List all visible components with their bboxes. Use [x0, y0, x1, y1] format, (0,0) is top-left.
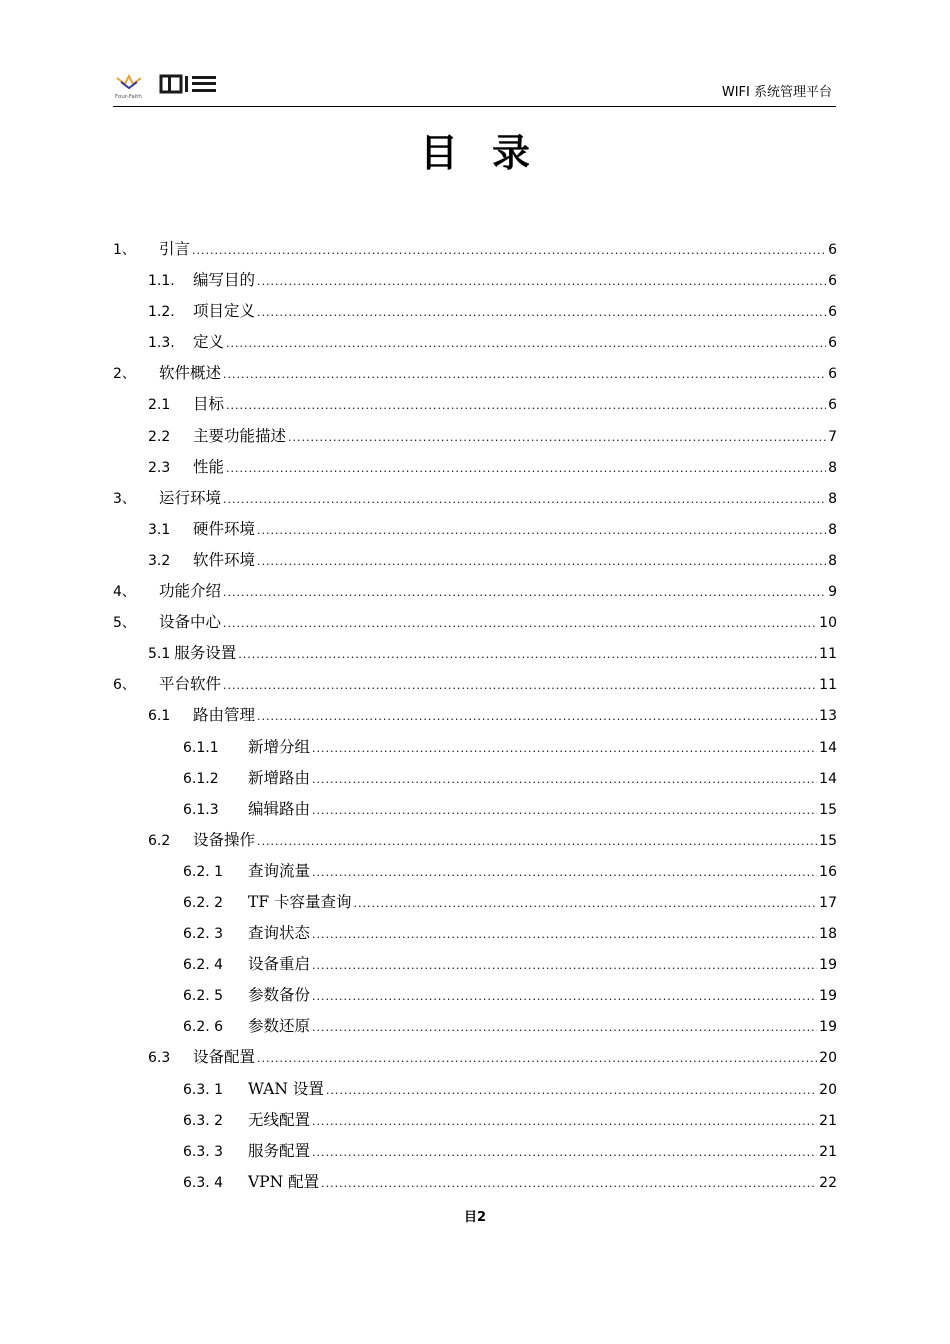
toc-entry[interactable]: [113, 1011, 837, 1042]
toc-entry-page: 18: [819, 926, 837, 943]
toc-entry-number: 2.1: [148, 397, 171, 414]
toc-entry-number: 4、: [113, 584, 136, 601]
toc-entry-title: 平台软件: [159, 675, 222, 694]
toc-leader-dots: [223, 577, 826, 608]
toc-entry-number: 6.3. 1: [183, 1081, 224, 1098]
toc-entry[interactable]: [113, 825, 837, 856]
toc-entry[interactable]: [113, 700, 837, 731]
toc-entry-page: 20: [819, 1050, 837, 1067]
toc-entry[interactable]: [113, 887, 837, 918]
toc-entry-page: 8: [828, 521, 837, 538]
toc-entry[interactable]: [113, 327, 837, 358]
toc-entry-page: 15: [819, 801, 837, 818]
toc-entry-title: TF 卡容量查询: [248, 892, 352, 911]
toc-entry[interactable]: [113, 763, 837, 794]
toc-leader-dots: [223, 359, 826, 390]
toc-entry[interactable]: [113, 856, 837, 887]
toc-entry-number: 6.1.1: [183, 739, 219, 756]
toc-entry-title: 无线配置: [248, 1110, 311, 1129]
toc-entry-title: 引言: [159, 240, 191, 258]
header-title: WIFI 系统管理平台: [721, 85, 832, 100]
toc-leader-dots: [312, 1012, 817, 1043]
toc-entry-title: 性能: [193, 457, 225, 476]
toc-entry-number: 6.1: [148, 708, 171, 725]
toc-leader-dots: [257, 826, 817, 857]
toc-entry-number: 6.2. 5: [183, 988, 224, 1005]
toc-entry-page: 15: [819, 832, 837, 849]
toc-entry-page: 13: [819, 708, 837, 725]
toc-entry[interactable]: [113, 794, 837, 825]
toc-entry-page: 21: [819, 1112, 837, 1129]
toc-entry-page: 11: [819, 646, 837, 663]
toc-entry-page: 21: [819, 1143, 837, 1160]
toc-entry-number: 1.2.: [148, 304, 175, 321]
toc-entry-title: 服务配置: [248, 1141, 311, 1160]
toc-leader-dots: [312, 1106, 817, 1137]
toc-entry-page: 8: [828, 552, 837, 569]
toc-entry-title: 参数还原: [248, 1017, 311, 1036]
toc-leader-dots: [257, 546, 826, 577]
toc-entry-number: 3.1: [148, 521, 171, 538]
toc-leader-dots: [326, 1075, 817, 1106]
toc-entry-number: 5、: [113, 615, 136, 632]
toc-leader-dots: [312, 733, 817, 764]
toc-entry-number: 6.3. 2: [183, 1112, 224, 1129]
toc-entry[interactable]: [113, 296, 837, 327]
toc-entry-number: 6.2. 4: [183, 957, 224, 974]
toc-leader-dots: [226, 328, 826, 359]
toc-entry-title: 项目定义: [193, 302, 256, 321]
toc-entry[interactable]: [113, 576, 837, 607]
toc-entry-title: VPN 配置: [248, 1172, 320, 1191]
toc-entry[interactable]: [113, 1074, 837, 1105]
toc-entry[interactable]: [113, 234, 837, 265]
toc-entry[interactable]: [113, 1105, 837, 1136]
toc-entry[interactable]: [113, 607, 837, 638]
toc-leader-dots: [226, 390, 826, 421]
toc-entry-page: 8: [828, 490, 837, 507]
toc-leader-dots: [354, 888, 818, 919]
toc-entry-title: WAN 设置: [248, 1079, 324, 1098]
toc-entry[interactable]: [113, 545, 837, 576]
toc-entry-page: 17: [819, 894, 837, 911]
toc-entry[interactable]: [113, 669, 837, 700]
toc-leader-dots: [223, 484, 826, 515]
toc-entry-page: 6: [828, 242, 837, 258]
toc-leader-dots: [312, 919, 817, 950]
toc-entry-title: 设备重启: [248, 955, 311, 974]
toc-entry[interactable]: [113, 1167, 837, 1198]
toc-entry[interactable]: [113, 1042, 837, 1073]
toc-entry-page: 22: [819, 1174, 837, 1191]
toc-entry[interactable]: [113, 452, 837, 483]
toc-entry-number: 2.2: [148, 428, 171, 445]
toc-entry-page: 6: [828, 335, 837, 352]
toc-entry[interactable]: [113, 918, 837, 949]
toc-entry-title: 软件概述: [159, 364, 222, 383]
toc-entry-title: 软件环境: [193, 550, 256, 569]
toc-entry-number: 3.2: [148, 552, 171, 569]
toc-entry[interactable]: [113, 949, 837, 980]
toc-leader-dots: [257, 297, 826, 328]
toc-leader-dots: [312, 764, 817, 795]
toc-entry-number: 6.2. 3: [183, 926, 224, 943]
page-number: 目2: [463, 1210, 487, 1225]
toc-entry-title: 编辑路由: [248, 799, 311, 818]
toc-entry-number: 2.3: [148, 459, 171, 476]
toc-entry-page: 6: [828, 304, 837, 321]
toc-entry-title: 查询状态: [248, 924, 311, 943]
toc-entry-title: 查询流量: [248, 861, 311, 880]
toc-entry-number: 1、: [113, 242, 136, 258]
toc-entry-number: 6.1.3: [183, 801, 219, 818]
toc-entry-page: 14: [819, 770, 837, 787]
toc-entry[interactable]: [113, 421, 837, 452]
toc-entry[interactable]: [113, 732, 837, 763]
toc-leader-dots: [238, 639, 817, 670]
toc-entry-page: 19: [819, 988, 837, 1005]
toc-entry-page: 7: [828, 428, 837, 445]
toc-entry-number: 6、: [113, 677, 136, 694]
toc-entry-number: 1.1.: [148, 273, 175, 290]
toc-entry-title: 目标: [193, 395, 225, 414]
toc-leader-dots: [288, 422, 826, 453]
toc-entry-title: 设备配置: [193, 1048, 256, 1067]
toc-leader-dots: [312, 950, 817, 981]
toc-entry-page: 14: [819, 739, 837, 756]
toc-entry[interactable]: [113, 980, 837, 1011]
toc-entry-number: 6.2: [148, 832, 171, 849]
toc-entry-number: 3、: [113, 490, 136, 507]
toc-entry-page: 16: [819, 863, 837, 880]
toc-entry-title: 运行环境: [159, 488, 222, 507]
toc-entry-title: 编写目的: [193, 271, 256, 290]
toc-entry-number: 6.2. 6: [183, 1019, 224, 1036]
toc-entry-page: 19: [819, 1019, 837, 1036]
toc-entry-title: 路由管理: [193, 706, 256, 725]
toc-entry-number: 1.3.: [148, 335, 175, 352]
toc-entry-number: 6.1.2: [183, 770, 219, 787]
toc-entry-title: 设备操作: [193, 830, 256, 849]
toc-entry-page: 6: [828, 397, 837, 414]
toc-entry-page: 6: [828, 273, 837, 290]
toc-entry-number: 6.2. 2: [183, 894, 224, 911]
toc-entry-page: 10: [819, 615, 837, 632]
toc-leader-dots: [312, 857, 817, 888]
toc-entry-title: 新增分组: [248, 737, 311, 756]
toc-entry[interactable]: [113, 1136, 837, 1167]
toc-leader-dots: [312, 1137, 817, 1168]
logo-caption: Four-Faith: [115, 94, 142, 100]
toc-leader-dots: [223, 670, 817, 701]
toc-entry-number: 6.3: [148, 1050, 171, 1067]
toc-entry-title: 定义: [193, 333, 225, 352]
doc-title: 目录: [419, 130, 564, 175]
toc-entry[interactable]: [113, 358, 837, 389]
toc-entry-number: 2、: [113, 366, 136, 383]
toc-entry-title: 设备中心: [159, 613, 222, 632]
toc-entry-title: 功能介绍: [159, 582, 222, 601]
toc-entry-number: 6.3. 4: [183, 1174, 224, 1191]
toc-leader-dots: [257, 1043, 817, 1074]
toc-entry-number: 6.2. 1: [183, 863, 224, 880]
toc-entry-title: 硬件环境: [193, 519, 256, 538]
toc-entry[interactable]: [113, 638, 837, 669]
toc-entry-title: 服务设置: [174, 644, 237, 663]
toc-entry-title: 新增路由: [248, 768, 311, 787]
toc-leader-dots: [226, 453, 826, 484]
toc-entry-page: 6: [828, 366, 837, 383]
toc-entry[interactable]: [113, 514, 837, 545]
toc-entry-page: 8: [828, 459, 837, 476]
toc-entry-page: 19: [819, 957, 837, 974]
toc-entry-title: 主要功能描述: [193, 426, 287, 445]
toc-entry[interactable]: [113, 483, 837, 514]
company-logo: [113, 70, 223, 100]
toc-leader-dots: [321, 1168, 817, 1199]
toc-leader-dots: [312, 981, 817, 1012]
toc-entry-number: 6.3. 3: [183, 1143, 224, 1160]
toc-entry-page: 11: [819, 677, 837, 694]
toc-leader-dots: [257, 515, 826, 546]
page-header: [113, 66, 836, 107]
toc-leader-dots: [192, 235, 826, 266]
toc-entry-number: 5.1: [148, 646, 171, 663]
toc-entry[interactable]: [113, 265, 837, 296]
toc-leader-dots: [223, 608, 817, 639]
toc-leader-dots: [312, 795, 817, 826]
toc-entry-page: 20: [819, 1081, 837, 1098]
toc-leader-dots: [257, 701, 817, 732]
toc-leader-dots: [257, 266, 826, 297]
toc-entry-title: 参数备份: [248, 986, 311, 1005]
table-of-contents: [113, 234, 837, 1198]
toc-entry-page: 9: [828, 584, 837, 601]
toc-entry[interactable]: [113, 389, 837, 420]
